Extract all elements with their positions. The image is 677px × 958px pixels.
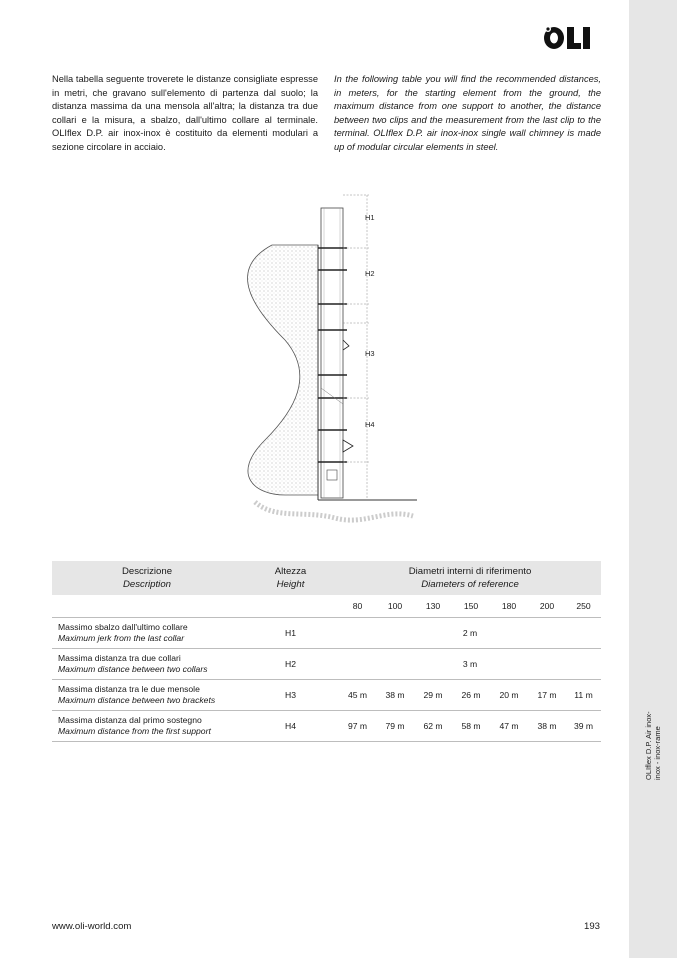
- row-height: H2: [242, 648, 339, 679]
- row-value: 38 m: [528, 710, 566, 741]
- row-value: 39 m: [566, 710, 601, 741]
- header-description: Descrizione Description: [121, 566, 173, 590]
- diameter-cell: 150: [452, 595, 490, 617]
- header-diameters: Diametri interni di riferimento Diameters of reference: [408, 566, 532, 590]
- diameter-cell: 130: [414, 595, 452, 617]
- row-height: H1: [242, 617, 339, 648]
- intro-english: In the following table you will find the recommended distances, in meters, for the starting element from the ground, the maximum distance from one support to another, the distance between two clips and the measurement from the last clip to the terminal. OLIflex D.P. air inox-inox single wall chimney is made up of modular circular elements in steel.: [334, 74, 601, 152]
- table-row: [52, 679, 601, 710]
- row-height: H3: [242, 679, 339, 710]
- row-value: 79 m: [376, 710, 414, 741]
- row-value: 62 m: [414, 710, 452, 741]
- page-number: 193: [584, 921, 601, 932]
- label-h1: H1: [365, 213, 375, 222]
- label-h2: H2: [365, 269, 375, 278]
- diameter-cell: 200: [528, 595, 566, 617]
- row-value: 58 m: [452, 710, 490, 741]
- row-value: 47 m: [490, 710, 528, 741]
- diameter-cell: 250: [566, 595, 601, 617]
- table-header: [52, 561, 601, 595]
- label-h4: H4: [365, 420, 375, 429]
- label-h3: H3: [365, 349, 375, 358]
- row-description: Massima distanza dal primo sostegno Maximum distance from the first support: [52, 710, 242, 741]
- side-label: OLIflex D.P. Air inox-inox - inox-rame: [644, 711, 662, 780]
- row-value: 11 m: [566, 679, 601, 710]
- row-description: Massimo sbalzo dall'ultimo collare Maximum jerk from the last collar: [52, 617, 242, 648]
- row-description: Massima distanza tra le due mensole Maximum distance between two brackets: [52, 679, 242, 710]
- chimney-diagram: [235, 190, 425, 530]
- table-row: [52, 617, 601, 648]
- row-value-merged: 3 m: [339, 648, 601, 679]
- chimney-pipe: [321, 208, 343, 498]
- row-description: Massima distanza tra due collari Maximum distance between two collars: [52, 648, 242, 679]
- diameter-cell: 80: [339, 595, 376, 617]
- diameters-row: [52, 595, 601, 617]
- row-value: 45 m: [339, 679, 376, 710]
- reference-table: [52, 561, 601, 742]
- oli-logo: [543, 23, 603, 53]
- table-row: [52, 648, 601, 679]
- row-value: 38 m: [376, 679, 414, 710]
- header-height: Altezza Height: [274, 566, 307, 590]
- diameter-cell: 100: [376, 595, 414, 617]
- row-value-merged: 2 m: [339, 617, 601, 648]
- row-value: 29 m: [414, 679, 452, 710]
- row-height: H4: [242, 710, 339, 741]
- row-value: 20 m: [490, 679, 528, 710]
- table-row: [52, 710, 601, 741]
- row-value: 97 m: [339, 710, 376, 741]
- footer-url[interactable]: www.oli-world.com: [52, 921, 132, 932]
- intro-italian: Nella tabella seguente troverete le distanze consigliate espresse in metri, che gravano sull'elemento di partenza dal suolo; la distanza massima da una mensola all'altra; la distanza tra due collari e la misura, a sbalzo, dall'ultimo collare al terminale. OLIflex D.P. air inox-inox è costituito da elementi modulari a sezione circolare in acciaio.: [52, 74, 318, 152]
- wall-shape: [248, 245, 318, 495]
- side-band: [629, 0, 677, 958]
- row-value: 26 m: [452, 679, 490, 710]
- diameter-cell: 180: [490, 595, 528, 617]
- row-value: 17 m: [528, 679, 566, 710]
